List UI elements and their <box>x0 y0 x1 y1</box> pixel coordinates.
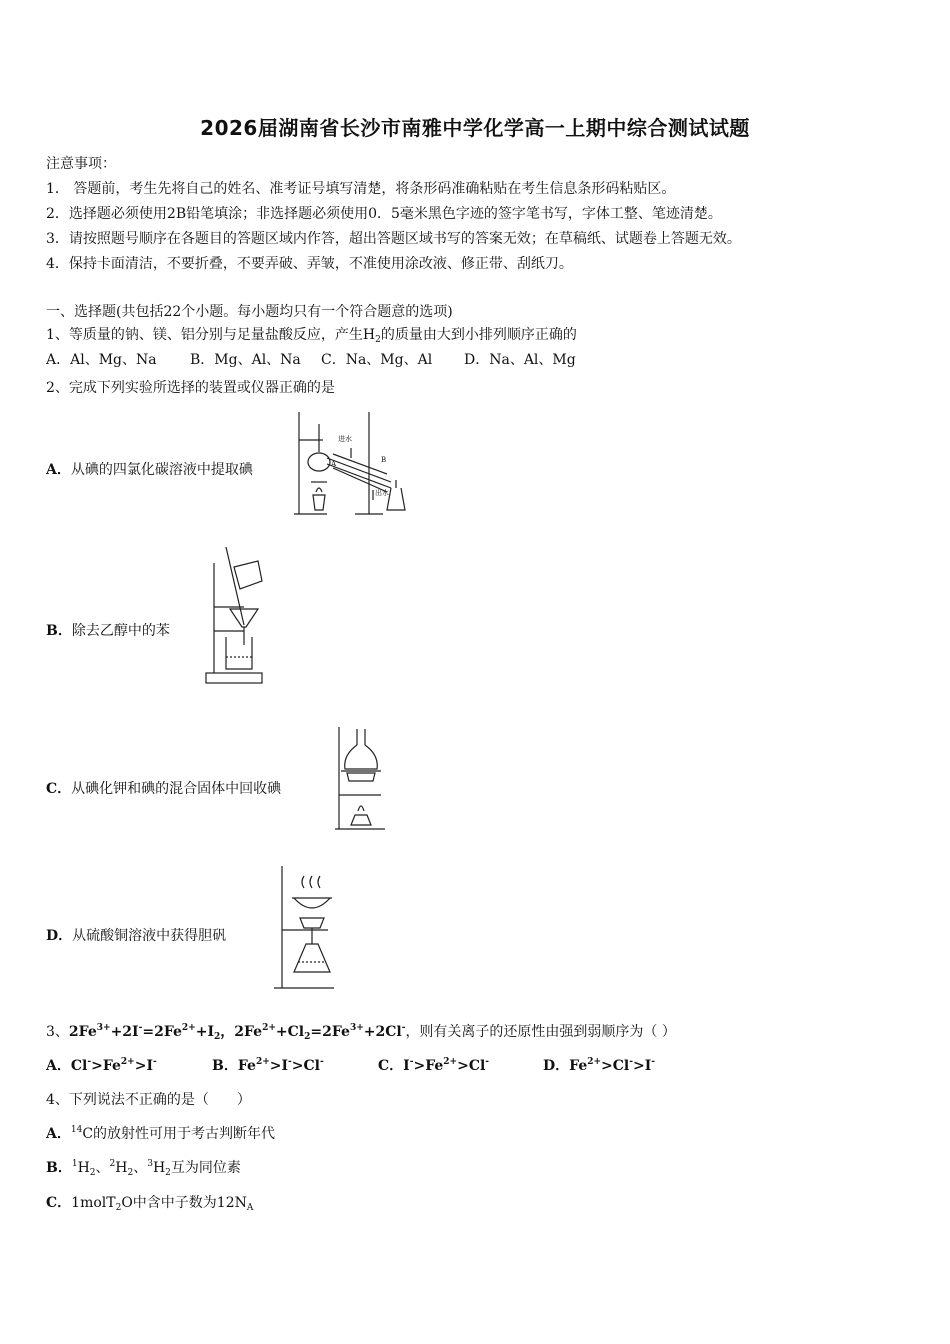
sublimation-apparatus-figure <box>335 725 387 833</box>
q3-option-d: D．$Fe^{2+}>Cl^->I^-$ <box>543 1057 656 1074</box>
notice-item-4: 4．保持卡面清洁，不要折叠，不要弄破、弄皱，不准使用涂改液、修正带、刮纸刀。 <box>46 256 573 272</box>
section-heading: 一、选择题(共包括22个小题。每小题均只有一个符合题意的选项) <box>46 304 453 320</box>
q2-option-d: D．从硫酸铜溶液中获得胆矾 <box>46 928 227 944</box>
water-out-label: 出水 <box>375 489 389 497</box>
distillation-apparatus-figure <box>291 410 417 520</box>
evaporation-apparatus-figure <box>270 862 346 994</box>
notice-item-1: 1． 答题前，考生先将自己的姓名、准考证号填写清楚，将条形码准确粘贴在考生信息条形码粘贴区。 <box>46 181 676 197</box>
q3-option-a: A．$Cl^->Fe^{2+}>I^-$ <box>46 1057 157 1074</box>
q2-option-c: C．从碘化钾和碘的混合固体中回收碘 <box>46 781 282 797</box>
filtration-apparatus-figure <box>204 545 266 687</box>
q2-option-a: A．从碘的四氯化碳溶液中提取碘 <box>46 462 253 478</box>
q4-option-a: A．$^{14}$C的放射性可用于考古判断年代 <box>46 1125 276 1142</box>
notice-heading: 注意事项： <box>46 156 116 172</box>
notice-item-2: 2．选择题必须使用2B铅笔填涂；非选择题必须使用0．5毫米黑色字迹的签字笔书写，字体工整、笔迹清楚。 <box>46 206 722 222</box>
label-b: B <box>381 456 387 464</box>
q1-option-d: D．Na、Al、Mg <box>464 352 576 368</box>
q1-stem: 1、等质量的钠、镁、铝分别与足量盐酸反应，产生$H_2$的质量由大到小排列顺序正确的 <box>46 327 577 345</box>
q3-option-c: C．$I^->Fe^{2+}>Cl^-$ <box>378 1057 490 1074</box>
q2-option-b: B．除去乙醇中的苯 <box>46 623 170 639</box>
q3-option-b: B．$Fe^{2+}>I^->Cl^-$ <box>212 1057 324 1074</box>
q1-option-a: A．Al、Mg、Na <box>46 352 157 368</box>
q3-stem: 3、$2Fe^{3+}+2I^-=2Fe^{2+}+I_2$，$2Fe^{2+}+Cl_2=2Fe^{3+}+2Cl^-$，则有关离子的还原性由强到弱顺序为（ ） <box>46 1023 676 1042</box>
q2-stem: 2、完成下列实验所选择的装置或仪器正确的是 <box>46 380 335 396</box>
q1-option-c: C．Na、Mg、Al <box>321 352 433 368</box>
notice-item-3: 3．请按照题号顺序在各题目的答题区域内作答，超出答题区域书写的答案无效；在草稿纸、试题卷上答题无效。 <box>46 231 741 247</box>
q4-stem: 4、下列说法不正确的是（ ） <box>46 1092 251 1108</box>
label-a: A <box>331 460 337 468</box>
q4-option-b: B．$^1H_2$、$^2H_2$、$^3H_2$互为同位素 <box>46 1159 241 1178</box>
water-in-label: 进水 <box>338 435 352 443</box>
q1-option-b: B．Mg、Al、Na <box>190 352 301 368</box>
page-title: 2026届湖南省长沙市南雅中学化学高一上期中综合测试试题 <box>200 116 750 140</box>
q4-option-c: C．1molT$_2$O中含中子数为$12N_A$ <box>46 1195 254 1213</box>
